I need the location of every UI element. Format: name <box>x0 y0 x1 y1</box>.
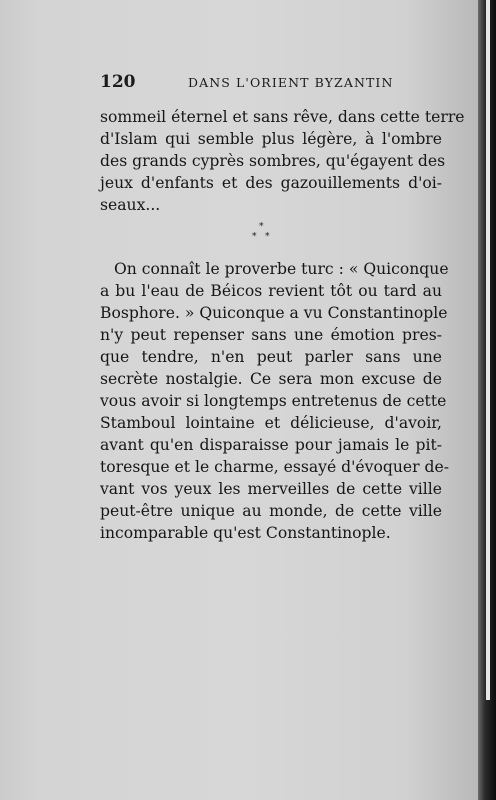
asterisk: * <box>265 232 270 242</box>
paragraph-final <box>100 258 449 544</box>
paragraph-continuation <box>100 106 465 216</box>
text-line: secrète nostalgie. Ce sera mon excuse de <box>100 370 442 388</box>
page-header <box>100 72 440 94</box>
text-line: a bu l'eau de Béicos revient tôt ou tard au <box>100 282 442 300</box>
text-line: d'Islam qui semble plus légère, à l'ombre <box>100 130 442 148</box>
text-line: des grands cyprès sombres, qu'égayent des <box>100 152 446 170</box>
page-number: 120 <box>100 72 136 92</box>
text-line: vous avoir si longtemps entretenus de cette <box>100 392 447 410</box>
text-line: que tendre, n'en peut parler sans une <box>100 348 442 366</box>
text-line: peut-être unique au monde, de cette ville <box>100 502 442 520</box>
text-line: vant vos yeux les merveilles de cette ville <box>100 480 442 498</box>
asterisk: * <box>259 222 264 232</box>
text-line: incomparable qu'est Constantinople. <box>100 524 391 542</box>
text-line: sommeil éternel et sans rêve, dans cette terre <box>100 108 465 126</box>
running-head: DANS L'ORIENT BYZANTIN <box>188 75 394 90</box>
asterism-separator <box>250 222 278 246</box>
text-line: jeux d'enfants et des gazouillements d'oi- <box>100 174 442 192</box>
text-line: n'y peut repenser sans une émotion pres- <box>100 326 442 344</box>
text-line: Bosphore. » Quiconque a vu Constantinople <box>100 304 448 322</box>
text-line: Stamboul lointaine et délicieuse, d'avoir, <box>100 414 442 432</box>
text-line: On connaît le proverbe turc : « Quiconque <box>114 260 449 278</box>
text-line: toresque et le charme, essayé d'évoquer de- <box>100 458 449 476</box>
text-line: seaux... <box>100 196 161 214</box>
text-line: avant qu'en disparaisse pour jamais le pit- <box>100 436 442 454</box>
asterisk: * <box>252 232 257 242</box>
page-edge-highlight <box>486 0 490 700</box>
